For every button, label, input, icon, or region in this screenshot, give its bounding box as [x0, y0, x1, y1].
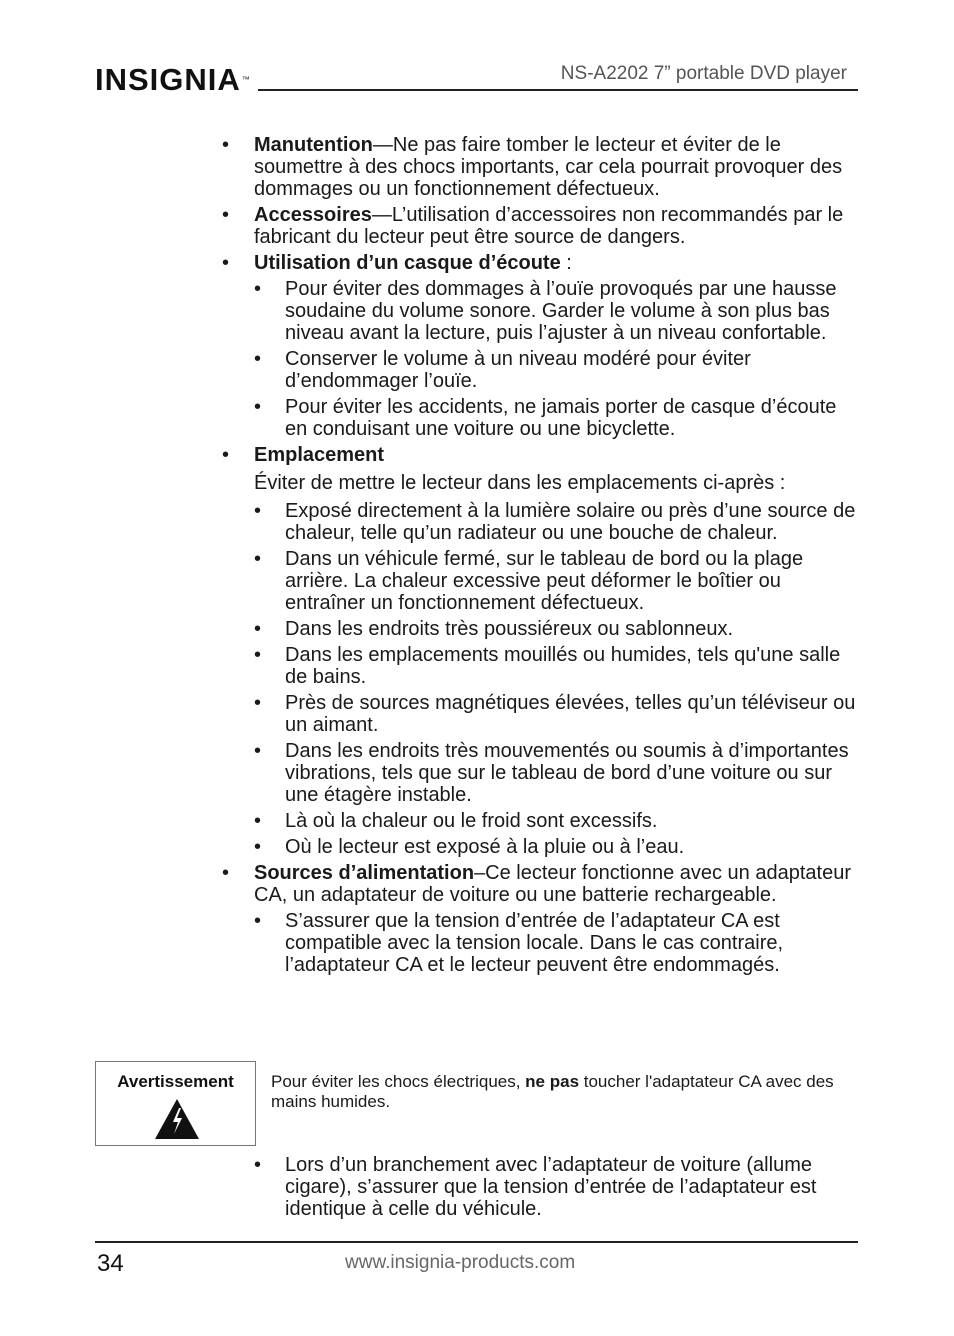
warning-text-before: Pour éviter les chocs électriques,	[271, 1072, 526, 1091]
emplacement-item: • Exposé directement à la lumière solaire ou près d’une source de chaleur, telle qu’un radiateur ou une bouche de chaleur.	[222, 500, 862, 544]
warning-label: Avertissement	[117, 1072, 234, 1091]
emplacement-intro: Éviter de mettre le lecteur dans les emplacements ci-après :	[254, 472, 786, 494]
accessoires-label: Accessoires	[254, 204, 372, 226]
bullet-alimentation	[222, 862, 862, 906]
bullet-casque	[222, 252, 862, 274]
casque-item: • Conserver le volume à un niveau modéré pour éviter d’endommager l’ouïe.	[222, 348, 862, 392]
casque-text: :	[560, 252, 572, 274]
footer-url[interactable]: www.insignia-products.com	[345, 1252, 576, 1273]
warning-text-after: toucher l'adaptateur CA avec des mains humides.	[271, 1072, 834, 1111]
logo-trademark: ™	[241, 75, 251, 84]
alimentation-item: • Lors d’un branchement avec l’adaptateur de voiture (allume cigare), s’assurer que la tension d’entrée de l’adaptateur est identique à celle du véhicule.	[222, 1154, 862, 1220]
header-rule	[258, 89, 858, 91]
logo-text: INSIGNIA	[95, 62, 241, 97]
accessoires-text: —L’utilisation d’accessoires non recommandés par le fabricant du lecteur peut être source de dangers.	[254, 204, 844, 248]
emplacement-label: Emplacement	[254, 444, 385, 466]
emplacement-item: • Près de sources magnétiques élevées, telles qu’un téléviseur ou un aimant.	[222, 692, 862, 736]
warning-box	[95, 1061, 256, 1146]
casque-item: • Pour éviter les accidents, ne jamais porter de casque d’écoute en conduisant une voiture ou une bicyclette.	[222, 396, 862, 440]
casque-item: • Pour éviter des dommages à l’ouïe provoqués par une hausse soudaine du volume sonore. Garder le volume à son plus bas niveau avant la lecture, puis l’ajuster à un niveau confortable.	[222, 278, 862, 344]
emplacement-item: • Là où la chaleur ou le froid sont excessifs.	[222, 810, 862, 832]
footer-rule	[95, 1241, 858, 1243]
bullet-emplacement	[222, 444, 862, 466]
warning-text	[271, 1072, 851, 1112]
emplacement-item: • Dans les endroits très mouvementés ou soumis à d’importantes vibrations, tels que sur le tableau de bord d’une voiture ou sur une étagère instable.	[222, 740, 862, 806]
electric-shock-warning-icon	[154, 1098, 200, 1140]
emplacement-item: • Où le lecteur est exposé à la pluie ou à l’eau.	[222, 836, 862, 858]
warning-text-bold: ne pas	[525, 1072, 580, 1091]
alimentation-label: Sources d’alimentation	[254, 862, 475, 884]
emplacement-item: • Dans un véhicule fermé, sur le tableau de bord ou la plage arrière. La chaleur excessive peut déformer le boîtier ou entraîner un fonctionnement défectueux.	[222, 548, 862, 614]
alimentation-item: • S’assurer que la tension d’entrée de l’adaptateur CA est compatible avec la tension locale. Dans le cas contraire, l’adaptateur CA et le lecteur peuvent être endommagés.	[222, 910, 862, 976]
bullet-manutention	[222, 134, 862, 200]
safety-content	[222, 134, 862, 980]
manutention-label: Manutention	[254, 134, 373, 156]
casque-label: Utilisation d’un casque d’écoute	[254, 252, 561, 274]
emplacement-item: • Dans les endroits très poussiéreux ou sablonneux.	[222, 618, 862, 640]
after-warning-content	[222, 1154, 862, 1224]
bullet-accessoires	[222, 204, 862, 248]
header-title: NS-A2202 7” portable DVD player	[560, 63, 847, 84]
manutention-text: —Ne pas faire tomber le lecteur et éviter de le soumettre à des chocs importants, car cela pourrait provoquer des dommages ou un fonctionnement défectueux.	[254, 134, 843, 200]
page-number: 34	[97, 1250, 124, 1277]
insignia-logo	[95, 64, 251, 96]
alimentation-text: –Ce lecteur fonctionne avec un adaptateur CA, un adaptateur de voiture ou une batterie rechargeable.	[254, 862, 851, 906]
emplacement-item: • Dans les emplacements mouillés ou humides, tels qu'une salle de bains.	[222, 644, 862, 688]
